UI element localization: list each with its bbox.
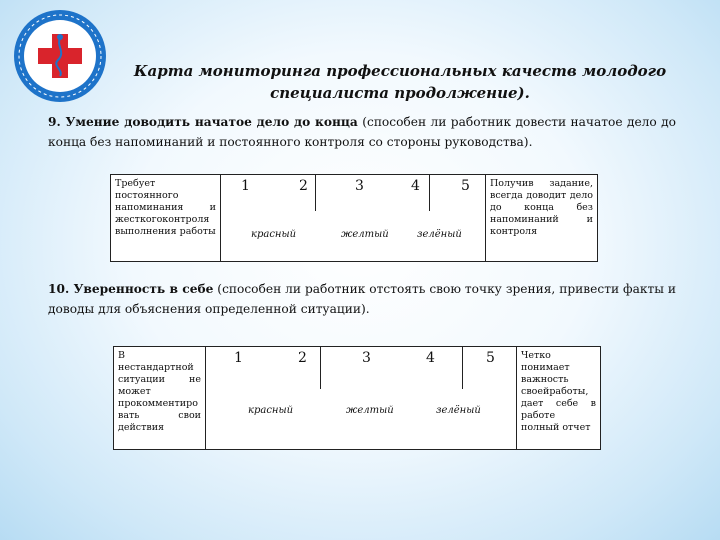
page-title: Карта мониторинга профессиональных качеств молодого специалиста продолжение). xyxy=(133,62,667,102)
scale-number: 1 xyxy=(241,178,250,194)
section-10-heading: 10. Уверенность в себе xyxy=(48,282,214,296)
scale-number: 3 xyxy=(355,178,364,194)
scale-number: 1 xyxy=(234,350,243,366)
scale-number: 5 xyxy=(486,350,495,366)
section-9-right-descriptor: Получив задание, всегда доводит дело до конца без напоминаний и контроля xyxy=(485,175,597,261)
section-10-right-descriptor: Четко понимает важность своейработы, дает себе в работе полный отчет xyxy=(516,347,600,449)
scale-number: 5 xyxy=(461,178,470,194)
section-9-description: (способен ли работник довести начатое дело до конца без напоминаний и постоянного контроля со стороны руководства). xyxy=(48,115,676,149)
medical-logo-icon xyxy=(12,8,108,104)
scale-number: 4 xyxy=(426,350,435,366)
scale-number: 4 xyxy=(411,178,420,194)
color-yellow: желтый xyxy=(346,405,394,416)
section-9-heading: 9. Умение доводить начатое дело до конца xyxy=(48,115,358,129)
color-yellow: желтый xyxy=(341,229,389,240)
color-green: зелёный xyxy=(417,229,462,240)
section-10-text xyxy=(48,279,676,319)
scale-divider xyxy=(315,175,316,211)
scale-divider xyxy=(462,347,463,389)
color-green: зелёный xyxy=(436,405,481,416)
section-9-text xyxy=(48,112,676,152)
section-10-description: (способен ли работник отстоять свою точку зрения, привести факты и доводы для объяснения определенной ситуации). xyxy=(48,282,676,316)
section-9-scale xyxy=(110,174,598,262)
color-red: красный xyxy=(251,229,297,240)
scale-divider xyxy=(429,175,430,211)
section-10-left-descriptor: В нестандартной ситуации не может прокомментиро вать свои действия xyxy=(114,347,206,449)
scale-number: 2 xyxy=(298,350,307,366)
section-10-scale xyxy=(113,346,601,450)
scale-number: 3 xyxy=(362,350,371,366)
scale-number: 2 xyxy=(299,178,308,194)
color-red: красный xyxy=(248,405,294,416)
scale-divider xyxy=(320,347,321,389)
section-9-left-descriptor: Требует постоянного напоминания и жесткогоконтроля выполнения работы xyxy=(111,175,221,261)
